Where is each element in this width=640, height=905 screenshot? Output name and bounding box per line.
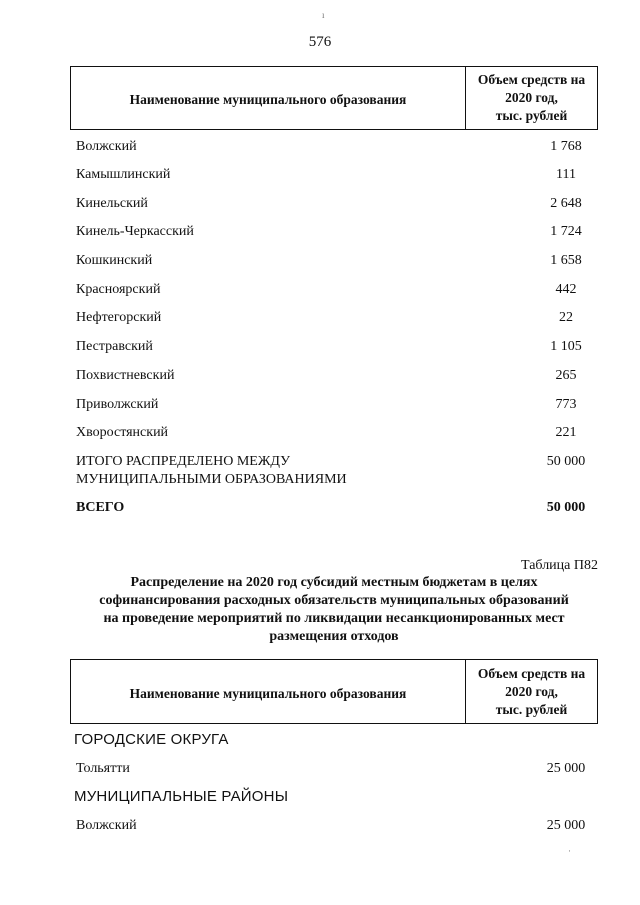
section-title-municipal-districts: МУНИЦИПАЛЬНЫЕ РАЙОНЫ [74, 788, 289, 805]
row-name: Волжский [76, 818, 137, 833]
row-name: Камышлинский [76, 167, 171, 182]
distributed-total-label: ИТОГО РАСПРЕДЕЛЕНО МЕЖДУ МУНИЦИПАЛЬНЫМИ ОБРАЗОВАНИЯМИ [76, 454, 347, 487]
column-header-name: Наименование муниципального образования [71, 660, 466, 723]
grand-total-value: 50 000 [546, 500, 586, 515]
row-value: 1 768 [550, 139, 582, 154]
column-header-amount: Объем средств на 2020 год, тыс. рублей [477, 72, 586, 123]
row-value: 265 [555, 368, 577, 383]
scan-speck: ı [322, 10, 325, 20]
table-title: Распределение на 2020 год субсидий местным бюджетам в целях софинансирования расходных обязательств муниципальных образований на проведение мероприятий по ликвидации несанкционированных мест размещения отходов [99, 575, 569, 644]
row-name: Кинельский [76, 196, 148, 211]
table1-header [70, 66, 598, 130]
row-name: Хворостянский [76, 425, 169, 440]
distributed-total-value: 50 000 [546, 454, 586, 469]
scan-speck: · [568, 846, 571, 856]
row-value: 1 724 [550, 224, 582, 239]
row-name: Красноярский [76, 282, 161, 297]
row-value: 773 [555, 397, 577, 412]
row-value: 221 [555, 425, 577, 440]
row-name: Тольятти [76, 761, 130, 776]
row-name: Волжский [76, 139, 137, 154]
row-name: Приволжский [76, 397, 159, 412]
page-number: 576 [308, 34, 332, 50]
section-title-city-districts: ГОРОДСКИЕ ОКРУГА [74, 731, 229, 748]
grand-total-label: ВСЕГО [76, 500, 125, 515]
row-name: Нефтегорский [76, 310, 162, 325]
column-header-name: Наименование муниципального образования [71, 67, 466, 129]
row-name: Кошкинский [76, 253, 153, 268]
row-value: 25 000 [546, 818, 586, 833]
column-header-amount: Объем средств на 2020 год, тыс. рублей [477, 665, 586, 717]
row-name: Похвистневский [76, 368, 175, 383]
row-value: 22 [559, 310, 573, 325]
row-value: 111 [556, 167, 576, 182]
row-value: 25 000 [546, 761, 586, 776]
distributed-total-row [76, 453, 606, 489]
row-value: 1 105 [550, 339, 582, 354]
table2-header [70, 659, 598, 724]
row-name: Пестравский [76, 339, 153, 354]
row-value: 1 658 [550, 253, 582, 268]
table-label: Таблица П82 [521, 558, 598, 573]
row-value: 442 [555, 282, 577, 297]
row-name: Кинель-Черкасский [76, 224, 194, 239]
row-value: 2 648 [550, 196, 582, 211]
